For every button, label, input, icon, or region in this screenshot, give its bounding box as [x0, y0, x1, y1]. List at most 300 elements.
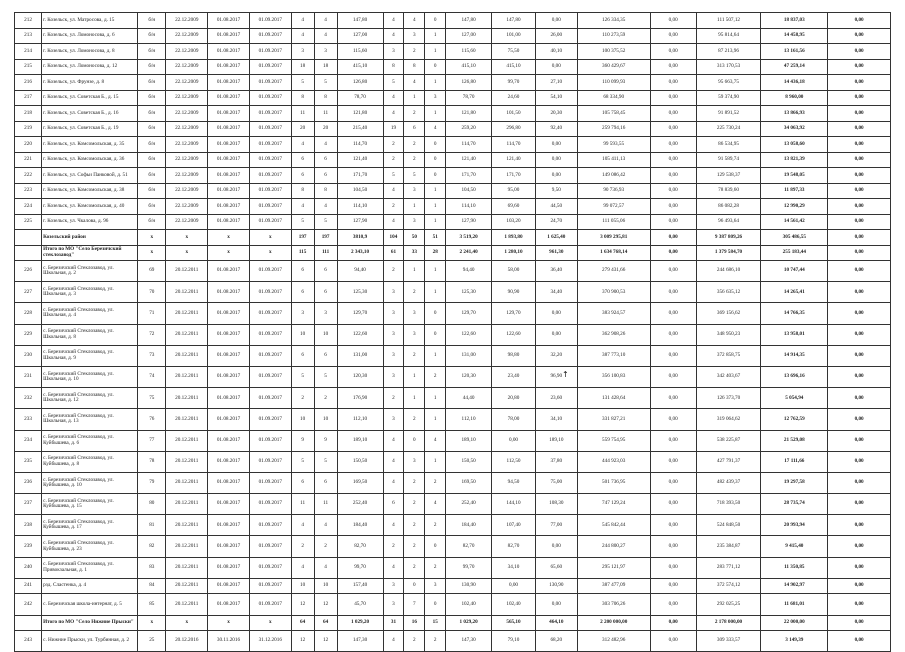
table-cell: 0,00 [650, 366, 696, 387]
table-row [15, 75, 891, 91]
table-cell: г. Козельск, ул. Советская Б., д. 19 [42, 121, 138, 137]
table-cell: 121,40 [337, 152, 383, 168]
table-cell: 0,00 [828, 106, 891, 122]
table-cell: 2 [404, 282, 425, 303]
table-cell: 6 [291, 152, 314, 168]
table-cell: 50 [404, 230, 425, 246]
table-cell: с. Березичский Стеклозавод, ул. Школьная, д. 3 [42, 282, 138, 303]
table-cell: 22.12.2009 [166, 168, 208, 184]
table-row [15, 578, 891, 594]
table-cell [15, 230, 42, 246]
table-cell: 234 [15, 430, 42, 451]
table-cell: 4 [314, 13, 337, 29]
table-cell: 0,00 [650, 409, 696, 430]
table-cell: 217 [15, 90, 42, 106]
table-cell: с. Березичский Стеклозавод, ул. Школьная, д. 4 [42, 303, 138, 324]
table-cell: 0 [425, 324, 446, 345]
table-cell: 121,40 [446, 152, 492, 168]
table-cell: 1 280,10 [492, 245, 536, 261]
table-cell: 01.09.2017 [249, 44, 291, 60]
table-cell: 69 [138, 261, 166, 282]
housing-table [14, 12, 891, 652]
table-cell: 75 [138, 388, 166, 409]
table-cell: 362 908,26 [577, 324, 650, 345]
table-cell: 0,00 [828, 13, 891, 29]
table-cell: 125,30 [337, 282, 383, 303]
table-cell: 0,00 [535, 152, 577, 168]
table-cell: 6 [314, 152, 337, 168]
table-cell: 0,00 [535, 59, 577, 75]
table-cell: 0,00 [828, 472, 891, 493]
table-cell: б/н [138, 168, 166, 184]
table-cell: с. Березичский Стеклозавод, ул. Школьная, д. 10 [42, 366, 138, 387]
table-cell: 0,00 [828, 631, 891, 652]
table-cell: 1 [425, 199, 446, 215]
table-cell: 0,00 [650, 168, 696, 184]
table-cell: 0,00 [535, 536, 577, 557]
table-cell: 11 [314, 106, 337, 122]
table-row [15, 282, 891, 303]
table-cell: 1 893,80 [492, 230, 536, 246]
table-cell: 4 [383, 28, 404, 44]
table-cell: 0,00 [828, 59, 891, 75]
table-cell: 20.12.2011 [166, 409, 208, 430]
table-cell: 4 [383, 515, 404, 536]
table-cell: 01.09.2017 [249, 451, 291, 472]
table-cell: 91 891,52 [696, 106, 761, 122]
table-cell: 171,70 [492, 168, 536, 184]
table-cell: 0,00 [650, 230, 696, 246]
table-cell: 01.09.2017 [249, 13, 291, 29]
table-cell: 90,90 [492, 282, 536, 303]
table-cell: 0,00 [650, 536, 696, 557]
table-cell: 415,10 [337, 59, 383, 75]
table-cell: 0 [425, 137, 446, 153]
table-cell: 34,40 [535, 282, 577, 303]
table-cell: б/н [138, 121, 166, 137]
table-cell: 01.08.2017 [208, 303, 250, 324]
table-cell: 32,20 [535, 345, 577, 366]
table-cell: 20 [314, 121, 337, 137]
table-cell: 1 [404, 90, 425, 106]
table-cell: 107,40 [492, 515, 536, 536]
table-cell: 2 [404, 345, 425, 366]
table-cell: 2 [404, 536, 425, 557]
table-cell: 10 [291, 578, 314, 594]
table-cell: 23,40 [492, 366, 536, 387]
table-cell: 01.08.2017 [208, 282, 250, 303]
table-cell: 99 593,55 [577, 137, 650, 153]
table-cell: 0,00 [650, 121, 696, 137]
table-cell: 111 507,12 [696, 13, 761, 29]
table-cell: 0,00 [828, 345, 891, 366]
table-cell: 31 [383, 615, 404, 631]
table-cell: 2 [383, 137, 404, 153]
table-cell: 22 000,00 [761, 615, 828, 631]
table-cell: 10 [314, 409, 337, 430]
table-cell: 2 343,10 [337, 245, 383, 261]
table-cell: 5 [291, 451, 314, 472]
table-cell: 01.09.2017 [249, 515, 291, 536]
table-cell: 220 [15, 137, 42, 153]
table-cell: 0,00 [535, 303, 577, 324]
table-cell: х [208, 615, 250, 631]
table-cell: 13 058,60 [761, 137, 828, 153]
table-cell: 40,10 [535, 44, 577, 60]
table-cell: 3 [383, 282, 404, 303]
table-cell: 0,00 [828, 245, 891, 261]
table-cell: 4 [383, 557, 404, 578]
table-cell: 147,80 [492, 13, 536, 29]
table-cell: х [166, 230, 208, 246]
table-cell: 17 111,66 [761, 451, 828, 472]
table-cell: 0,00 [650, 578, 696, 594]
table-cell: 3 [383, 303, 404, 324]
table-row [15, 303, 891, 324]
table-cell: 33 [404, 245, 425, 261]
table-cell: 225 730,24 [696, 121, 761, 137]
table-cell: 01.09.2017 [249, 345, 291, 366]
table-cell: б/н [138, 183, 166, 199]
table-row [15, 183, 891, 199]
table-cell: 2 [291, 536, 314, 557]
table-cell: 3 [383, 594, 404, 615]
table-cell: 565,10 [492, 615, 536, 631]
table-cell: 215 [15, 59, 42, 75]
table-cell: 01.09.2017 [249, 152, 291, 168]
table-cell: 3 [404, 214, 425, 230]
table-cell: 225 [15, 214, 42, 230]
table-cell: 01.09.2017 [249, 494, 291, 515]
table-cell: 68,20 [535, 631, 577, 652]
table-cell: 20.12.2011 [166, 388, 208, 409]
table-cell: 1 029,20 [337, 615, 383, 631]
table-cell: 47 259,14 [761, 59, 828, 75]
table-cell: 219 [15, 121, 42, 137]
table-cell: 2 [404, 106, 425, 122]
table-cell: 20.12.2011 [166, 536, 208, 557]
table-cell: г. Козельск, ул. Софьи Панковой, д. 51 [42, 168, 138, 184]
table-cell: 1 [425, 183, 446, 199]
table-cell: 8 [314, 90, 337, 106]
table-cell: 1 [425, 28, 446, 44]
table-cell: 01.09.2017 [249, 388, 291, 409]
table-cell: 147,80 [337, 13, 383, 29]
table-row [15, 366, 891, 387]
table-cell: 0,00 [828, 183, 891, 199]
table-cell: 0,00 [650, 137, 696, 153]
table-cell: 99 072,57 [577, 199, 650, 215]
table-cell: 01.08.2017 [208, 324, 250, 345]
table-cell: 13 821,39 [761, 152, 828, 168]
table-cell: 5 [314, 75, 337, 91]
table-cell: 4 [383, 214, 404, 230]
table-cell: 0,00 [828, 578, 891, 594]
table-cell: 20.12.2011 [166, 472, 208, 493]
table-cell: Итого по МО "Село Березичский стеклозавод" [42, 245, 138, 261]
table-cell: 14 436,18 [761, 75, 828, 91]
table-cell: 27,10 [535, 75, 577, 91]
table-cell: 545 842,44 [577, 515, 650, 536]
table-cell: г. Козельск, ул. Ломоносова, д. 8 [42, 44, 138, 60]
table-cell: 6 [291, 282, 314, 303]
table-cell: 122,60 [337, 324, 383, 345]
table-cell: 2 [404, 44, 425, 60]
table-cell: 2 [404, 137, 425, 153]
table-cell: б/н [138, 137, 166, 153]
table-cell: 387 477,09 [577, 578, 650, 594]
table-cell: 2 200 000,00 [577, 615, 650, 631]
table-cell: 14 914,35 [761, 345, 828, 366]
table-cell: 0,00 [650, 152, 696, 168]
table-cell: 4 [383, 106, 404, 122]
table-cell: 0,00 [828, 594, 891, 615]
table-cell: 01.08.2017 [208, 261, 250, 282]
table-cell: 239 [15, 536, 42, 557]
table-cell: 01.08.2017 [208, 90, 250, 106]
table-cell: 0,00 [650, 615, 696, 631]
table-cell: 1 [404, 199, 425, 215]
table-cell: 9 [291, 430, 314, 451]
table-cell: 9,50 [535, 183, 577, 199]
table-cell: 01.09.2017 [249, 106, 291, 122]
table-cell: 252,40 [337, 494, 383, 515]
table-cell: 11 [314, 494, 337, 515]
table-cell: 22.12.2009 [166, 13, 208, 29]
table-cell: 22.12.2009 [166, 44, 208, 60]
table-cell: 01.08.2017 [208, 183, 250, 199]
table-cell: 115,60 [446, 44, 492, 60]
table-cell: 222 [15, 168, 42, 184]
table-cell: 3810,9 [337, 230, 383, 246]
table-cell: 5 [314, 451, 337, 472]
table-cell: 01.08.2017 [208, 106, 250, 122]
table-cell: 6 [291, 168, 314, 184]
table-cell: 01.09.2017 [249, 536, 291, 557]
table-row [15, 324, 891, 345]
table-cell: х [138, 230, 166, 246]
table-cell: 6 [291, 261, 314, 282]
document-page [14, 12, 891, 652]
table-cell: 0,00 [828, 121, 891, 137]
table-cell: 01.08.2017 [208, 557, 250, 578]
table-cell: 4 [383, 631, 404, 652]
table-cell: 26,00 [535, 28, 577, 44]
table-cell: 129,70 [492, 303, 536, 324]
table-row [15, 106, 891, 122]
table-cell: х [208, 245, 250, 261]
table-cell: б/н [138, 214, 166, 230]
table-cell: 3 009 295,81 [577, 230, 650, 246]
table-cell: 0,00 [650, 90, 696, 106]
table-cell: 0,00 [650, 494, 696, 515]
table-cell: 2 [383, 199, 404, 215]
table-cell: 2 [291, 388, 314, 409]
table-cell: 4 [404, 75, 425, 91]
table-cell: 01.08.2017 [208, 451, 250, 472]
table-cell: 0,00 [492, 430, 536, 451]
table-cell: 86 082,28 [696, 199, 761, 215]
table-cell: 241 [15, 578, 42, 594]
table-cell: 22.12.2009 [166, 214, 208, 230]
table-cell: 112,10 [337, 409, 383, 430]
table-cell: 283 771,12 [696, 557, 761, 578]
table-cell: 2 [383, 388, 404, 409]
table-cell: 3 [383, 44, 404, 60]
table-cell: 19 297,58 [761, 472, 828, 493]
table-cell: 01.09.2017 [249, 75, 291, 91]
table-cell: 14 766,35 [761, 303, 828, 324]
table-cell: 4 [291, 137, 314, 153]
table-cell: 01.08.2017 [208, 121, 250, 137]
table-cell: 4 [383, 430, 404, 451]
table-cell: 73 [138, 345, 166, 366]
table-cell: 34 063,92 [761, 121, 828, 137]
table-cell: 81 [138, 515, 166, 536]
table-cell: 131,00 [337, 345, 383, 366]
table-cell: 01.08.2017 [208, 59, 250, 75]
table-cell: 0,00 [650, 106, 696, 122]
table-cell: 5 [383, 75, 404, 91]
table-cell: 369 156,62 [696, 303, 761, 324]
table-cell: 10 [314, 578, 337, 594]
table-cell: 0,00 [828, 90, 891, 106]
table-cell: 25 [138, 631, 166, 652]
table-cell: 79,10 [492, 631, 536, 652]
table-cell: 0 [425, 536, 446, 557]
table-cell [15, 245, 42, 261]
table-cell: 01.08.2017 [208, 168, 250, 184]
table-cell: Итого по МО "Село Нижние Прыски" [42, 615, 138, 631]
table-cell: 22.12.2009 [166, 106, 208, 122]
table-cell: 100 375,52 [577, 44, 650, 60]
table-cell: б/н [138, 90, 166, 106]
table-cell: 961,30 [535, 245, 577, 261]
table-cell: 16 [404, 615, 425, 631]
table-cell: 61 [383, 245, 404, 261]
table-cell: 01.08.2017 [208, 515, 250, 536]
table-cell: 80 [138, 494, 166, 515]
table-cell: 147,30 [337, 631, 383, 652]
table-cell: 20.12.2011 [166, 345, 208, 366]
table-cell: 1 [425, 345, 446, 366]
table-cell: 64 [314, 615, 337, 631]
table-cell: 0 [425, 59, 446, 75]
table-row [15, 472, 891, 493]
table-cell: 0,00 [650, 75, 696, 91]
table-cell: 6 [314, 168, 337, 184]
table-body [15, 13, 891, 652]
table-cell: 78 839,60 [696, 183, 761, 199]
table-cell: 252,40 [446, 494, 492, 515]
table-cell: 01.09.2017 [249, 594, 291, 615]
table-cell: б/н [138, 75, 166, 91]
table-cell: 20.12.2011 [166, 451, 208, 472]
table-cell: 20.12.2011 [166, 282, 208, 303]
table-cell: 5 [314, 214, 337, 230]
table-cell: 230 [15, 345, 42, 366]
table-cell: 0,00 [650, 44, 696, 60]
table-cell: х [249, 245, 291, 261]
table-cell: 235 384,87 [696, 536, 761, 557]
table-cell: 0,00 [828, 28, 891, 44]
table-cell: 130,90 [535, 578, 577, 594]
table-cell: 1 [425, 282, 446, 303]
table-cell: 319 064,62 [696, 409, 761, 430]
table-cell: 121,80 [446, 106, 492, 122]
table-cell: 2 178 000,00 [696, 615, 761, 631]
table-cell: 229 [15, 324, 42, 345]
table-cell: с. Березичский Стеклозавод, ул. Школьная, д. 2 [42, 261, 138, 282]
table-cell: 309 333,57 [696, 631, 761, 652]
table-cell: 82,70 [337, 536, 383, 557]
table-cell: 22.12.2009 [166, 199, 208, 215]
table-cell: х [249, 230, 291, 246]
table-cell: 3 [383, 345, 404, 366]
table-cell: 127,00 [337, 28, 383, 44]
table-cell: 3 [425, 90, 446, 106]
table-cell: 0,00 [828, 536, 891, 557]
table-cell: 4 [425, 494, 446, 515]
table-cell: 127,00 [446, 28, 492, 44]
table-cell: 501 736,95 [577, 472, 650, 493]
table-cell: 11 897,33 [761, 183, 828, 199]
table-cell: 0 [425, 594, 446, 615]
table-cell: 372 858,75 [696, 345, 761, 366]
table-cell: 9 387 809,26 [696, 230, 761, 246]
table-cell: 86 534,95 [696, 137, 761, 153]
table-cell: 15 [425, 615, 446, 631]
table-row [15, 594, 891, 615]
table-cell: 169,50 [337, 472, 383, 493]
table-cell: 20.12.2011 [166, 557, 208, 578]
table-cell: 84 [138, 578, 166, 594]
table-cell: 0,00 [828, 282, 891, 303]
table-cell: 01.09.2017 [249, 409, 291, 430]
table-cell: 126,80 [337, 75, 383, 91]
table-cell: 92,40 [535, 121, 577, 137]
table-row [15, 199, 891, 215]
table-cell: 20.12.2011 [166, 515, 208, 536]
table-cell: 0,00 [828, 366, 891, 387]
table-cell: с. Нижние Прыски, ул. Турбинная, д. 2 [42, 631, 138, 652]
table-cell: 01.08.2017 [208, 13, 250, 29]
table-cell: 112,50 [492, 451, 536, 472]
table-cell: 99,70 [492, 75, 536, 91]
table-cell: б/н [138, 199, 166, 215]
table-cell: 01.08.2017 [208, 137, 250, 153]
table-cell: 4 [383, 183, 404, 199]
table-cell: 6 [383, 494, 404, 515]
table-cell: 5 [291, 75, 314, 91]
table-row [15, 494, 891, 515]
table-cell: 01.09.2017 [249, 59, 291, 75]
table-cell: 3 [383, 409, 404, 430]
table-cell: 101,50 [492, 106, 536, 122]
table-cell: 129,70 [446, 303, 492, 324]
table-cell: 01.08.2017 [208, 494, 250, 515]
table-cell: 85 [138, 594, 166, 615]
table-cell: 01.08.2017 [208, 345, 250, 366]
table-cell: 4 [291, 13, 314, 29]
table-cell: 4 [291, 28, 314, 44]
table-cell: 0,00 [828, 44, 891, 60]
table-cell: 120,30 [446, 366, 492, 387]
table-cell: 1 [404, 366, 425, 387]
table-cell: 4 [383, 451, 404, 472]
table-cell: 5 054,94 [761, 388, 828, 409]
table-cell: 157,40 [337, 578, 383, 594]
